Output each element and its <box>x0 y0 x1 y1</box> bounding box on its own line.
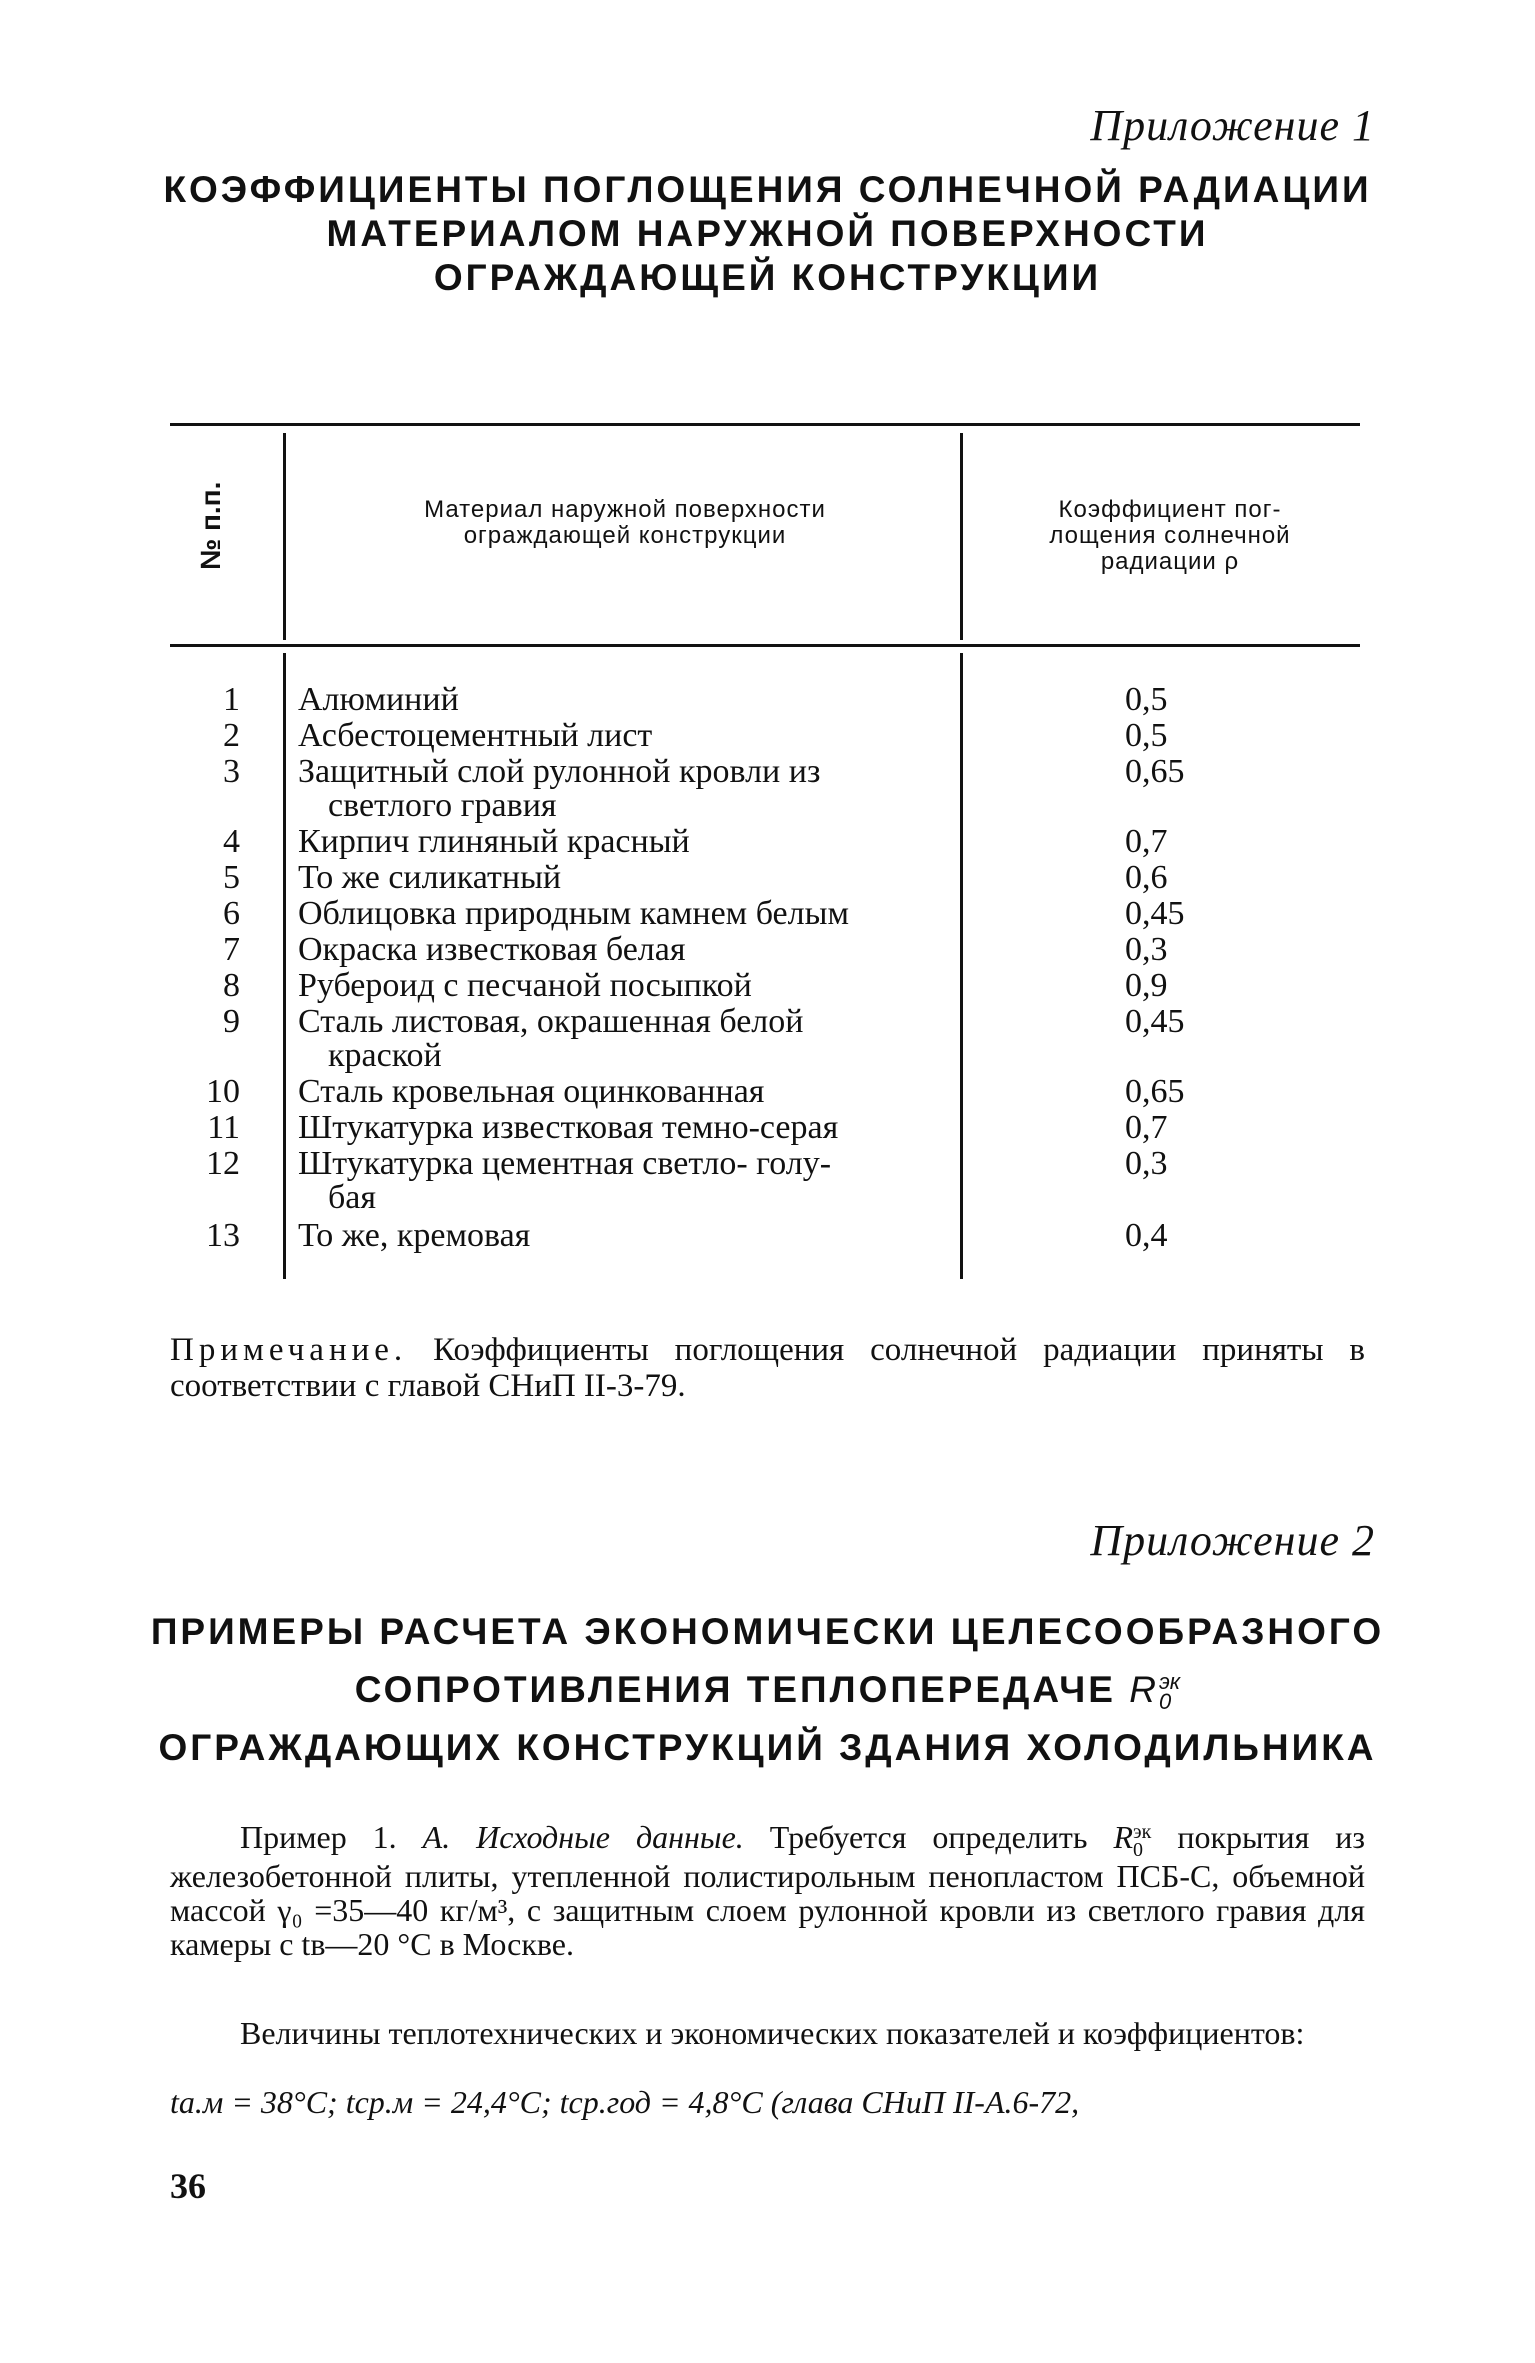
title-line: ОГРАЖДАЮЩЕЙ КОНСТРУКЦИИ <box>433 257 1102 298</box>
example-italic: А. Исходные данные. <box>422 1819 744 1855</box>
row-value: 0,5 <box>1125 717 1168 754</box>
row-value: 0,7 <box>1125 1109 1168 1146</box>
row-value: 0,45 <box>1125 1003 1185 1040</box>
r-subscript: 0 <box>1158 1689 1172 1715</box>
table-divider <box>283 433 286 640</box>
row-material: Штукатурка известковая темно-серая <box>298 1109 839 1146</box>
table-top-rule <box>170 423 1360 426</box>
paragraph: Величины теплотехнических и экономических показателей и коэффициентов: <box>240 2015 1305 2051</box>
row-material: Защитный слой рулонной кровли из <box>298 753 821 790</box>
r-symbol <box>1129 1669 1181 1715</box>
row-number: 12 <box>206 1145 240 1182</box>
appendix-1-label: Приложение 1 <box>1090 101 1375 150</box>
row-number: 4 <box>223 823 240 860</box>
row-material-cont: краской <box>328 1037 442 1074</box>
row-number: 3 <box>223 753 240 790</box>
header-line: радиации ρ <box>1100 548 1240 575</box>
row-material: Окраска известковая белая <box>298 931 686 968</box>
title-line: ОГРАЖДАЮЩИХ КОНСТРУКЦИЙ ЗДАНИЯ ХОЛОДИЛЬНИКА <box>158 1727 1377 1768</box>
title-line: МАТЕРИАЛОМ НАРУЖНОЙ ПОВЕРХНОСТИ <box>326 213 1209 254</box>
table-divider <box>283 653 286 1279</box>
row-material-cont: светлого гравия <box>328 787 557 824</box>
row-number: 6 <box>223 895 240 932</box>
row-number: 7 <box>223 931 240 968</box>
row-number: 1 <box>223 681 240 718</box>
title-text: СОПРОТИВЛЕНИЯ ТЕПЛОПЕРЕДАЧЕ <box>354 1669 1116 1710</box>
header-line: ограждающей конструкции <box>463 522 787 549</box>
table-header-num: № п.п. <box>195 481 226 570</box>
header-line: лощения солнечной <box>1049 522 1291 549</box>
row-number: 13 <box>206 1217 240 1254</box>
r-subscript: 0 <box>1133 1838 1144 1861</box>
page-number: 36 <box>170 2166 206 2206</box>
row-material: То же, кремовая <box>298 1217 531 1254</box>
row-number: 9 <box>223 1003 240 1040</box>
row-material: То же силикатный <box>298 859 562 896</box>
r-superscript: эк <box>1133 1820 1152 1843</box>
table-header-coefficient <box>975 497 1365 575</box>
note-label: Примечание. <box>170 1332 408 1368</box>
table-note <box>170 1332 1365 1404</box>
table-divider <box>960 433 963 640</box>
row-value: 0,45 <box>1125 895 1185 932</box>
row-number: 5 <box>223 859 240 896</box>
row-material-cont: бая <box>328 1179 377 1216</box>
header-line: Коэффициент пог- <box>1058 496 1282 523</box>
header-line: Материал наружной поверхности <box>424 496 826 523</box>
row-number: 11 <box>207 1109 240 1146</box>
example-text: покрытия из железобетонной плиты, утепленной полистирольным пенопластом ПСБ-С, объемной массой γ₀ =35—40 кг/м³, с защитным слоем рулонной кровли из светлого гравия для камеры с tв—20 °С в Москве. <box>170 1819 1366 1962</box>
row-value: 0,65 <box>1125 1073 1185 1110</box>
formula-line: tа.м = 38°С; tср.м = 24,4°С; tср.год = 4,8°С (глава СНиП II-А.6-72, <box>170 2084 1080 2120</box>
appendix-2-title <box>150 1603 1385 1777</box>
row-value: 0,3 <box>1125 931 1168 968</box>
row-material: Сталь кровельная оцинкованная <box>298 1073 765 1110</box>
row-value: 0,3 <box>1125 1145 1168 1182</box>
table-header-material <box>300 497 950 549</box>
row-material: Сталь листовая, окрашенная белой <box>298 1003 804 1040</box>
example-text: Требуется определить <box>769 1819 1088 1855</box>
row-value: 0,4 <box>1125 1217 1168 1254</box>
row-number: 2 <box>223 717 240 754</box>
row-value: 0,5 <box>1125 681 1168 718</box>
appendix-2-label: Приложение 2 <box>1090 1516 1375 1565</box>
row-material: Алюминий <box>298 681 459 718</box>
r-symbol <box>1113 1819 1152 1861</box>
r-superscript: эк <box>1158 1669 1181 1695</box>
row-number: 10 <box>206 1073 240 1110</box>
title-line: ПРИМЕРЫ РАСЧЕТА ЭКОНОМИЧЕСКИ ЦЕЛЕСООБРАЗНОГО <box>150 1611 1385 1652</box>
r-letter: R <box>1129 1669 1159 1710</box>
row-value: 0,6 <box>1125 859 1168 896</box>
row-material: Облицовка природным камнем белым <box>298 895 849 932</box>
example-paragraph <box>170 1820 1365 1961</box>
row-material: Штукатурка цементная светло- голу- <box>298 1145 832 1182</box>
table-header-rule <box>170 644 1360 647</box>
row-value: 0,65 <box>1125 753 1185 790</box>
row-material: Рубероид с песчаной посыпкой <box>298 967 752 1004</box>
title-line: КОЭФФИЦИЕНТЫ ПОГЛОЩЕНИЯ СОЛНЕЧНОЙ РАДИАЦИИ <box>163 169 1372 210</box>
row-value: 0,7 <box>1125 823 1168 860</box>
title-line <box>150 1661 1385 1719</box>
appendix-1-title <box>150 168 1385 300</box>
row-value: 0,9 <box>1125 967 1168 1004</box>
example-intro: Пример 1. <box>240 1819 397 1855</box>
note-text: Коэффициенты поглощения солнечной радиации приняты в соответствии с главой СНиП II-3-79. <box>170 1332 1365 1404</box>
row-number: 8 <box>223 967 240 1004</box>
r-letter: R <box>1113 1819 1134 1855</box>
row-material: Кирпич глиняный красный <box>298 823 690 860</box>
row-material: Асбестоцементный лист <box>298 717 653 754</box>
